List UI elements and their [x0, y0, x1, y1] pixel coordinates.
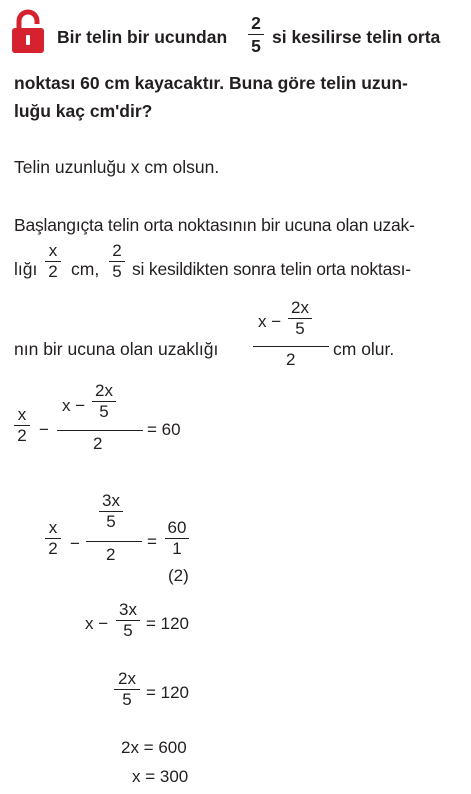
fraction-numerator: 3x — [119, 600, 137, 619]
fraction-numerator: 2 — [112, 241, 122, 260]
solution-paragraph-line3-end: cm olur. — [333, 339, 395, 359]
fraction-denominator: 5 — [251, 36, 261, 57]
eq2-rhs-fraction — [165, 518, 189, 559]
eq2-multiplier: (2) — [168, 566, 189, 585]
eq2-equals: = — [147, 532, 157, 551]
fraction-denominator: 5 — [123, 621, 133, 641]
eq3-lhs: x − — [85, 614, 109, 633]
eq2-main-fraction-bar — [86, 541, 142, 542]
main-fraction-bar — [253, 346, 329, 347]
question-line1-start: Bir telin bir ucundan — [57, 27, 228, 47]
solution-paragraph-unit: cm, — [71, 259, 100, 279]
question-line3: luğu kaç cm'dir? — [14, 101, 153, 121]
fraction-denominator: 5 — [112, 262, 122, 282]
eq1-rhs: = 60 — [147, 420, 181, 439]
fraction-numerator: 2x — [95, 381, 113, 400]
fraction-denominator: 2 — [48, 539, 58, 559]
eq2-inner-fraction — [99, 491, 123, 532]
fraction-2x-over-5 — [288, 298, 312, 339]
eq5: 2x = 600 — [121, 738, 187, 757]
eq1-minus: − — [39, 420, 49, 439]
fraction-numerator: x — [17, 405, 27, 424]
fraction-2-over-5 — [109, 241, 125, 282]
fraction-numerator: 2x — [291, 298, 309, 317]
eq1-main-fraction-bar — [57, 430, 143, 431]
fraction-numerator: 2 — [251, 13, 261, 33]
question-line1-end: si kesilirse telin orta — [272, 27, 441, 47]
eq3-rhs: = 120 — [146, 614, 190, 633]
solution-intro: Telin uzunluğu x cm olsun. — [14, 157, 220, 177]
fraction-denominator: 5 — [295, 319, 305, 339]
lock-icon — [11, 8, 45, 54]
fraction-numerator: 2x — [118, 669, 136, 688]
fraction-denominator: 2 — [17, 426, 27, 446]
fraction-x-over-2 — [45, 241, 61, 282]
fraction-denominator: 5 — [99, 402, 109, 422]
eq2-lhs-fraction — [45, 518, 61, 559]
fraction-denominator: 5 — [122, 690, 132, 710]
eq3-fraction — [116, 600, 140, 641]
eq4-rhs: = 120 — [146, 683, 190, 702]
fraction-numerator: 3x — [102, 491, 120, 510]
eq6: x = 300 — [132, 767, 189, 786]
fraction-numerator: x — [48, 518, 58, 537]
eq1-inner-x-minus: x − — [62, 396, 86, 415]
eq2-minus: − — [70, 534, 80, 553]
eq1-inner-fraction — [92, 381, 116, 422]
eq1-denominator: 2 — [93, 434, 103, 453]
fraction-denominator: 5 — [106, 512, 116, 532]
question-line2: noktası 60 cm kayacaktır. Buna göre telin uzun- — [14, 73, 408, 93]
solution-paragraph-line2-end: si kesildikten sonra telin orta noktası- — [132, 259, 411, 279]
fraction-denominator: 2 — [48, 262, 58, 282]
eq2-denominator: 2 — [106, 545, 116, 564]
main-fraction-denominator: 2 — [286, 350, 296, 369]
fraction-denominator: 1 — [172, 539, 182, 559]
solution-paragraph-line3-start: nın bir ucuna olan uzaklığı — [14, 339, 219, 359]
question-fraction — [248, 12, 264, 57]
eq1-lhs-fraction — [14, 405, 30, 446]
solution-paragraph-line2-start: lığı — [14, 259, 38, 279]
solution-paragraph-line1: Başlangıçta telin orta noktasının bir ucuna olan uzak- — [14, 215, 415, 235]
fraction-numerator: x — [48, 241, 58, 260]
inner-x-minus: x − — [258, 312, 282, 331]
fraction-numerator: 60 — [167, 518, 187, 537]
eq4-fraction — [114, 669, 140, 710]
